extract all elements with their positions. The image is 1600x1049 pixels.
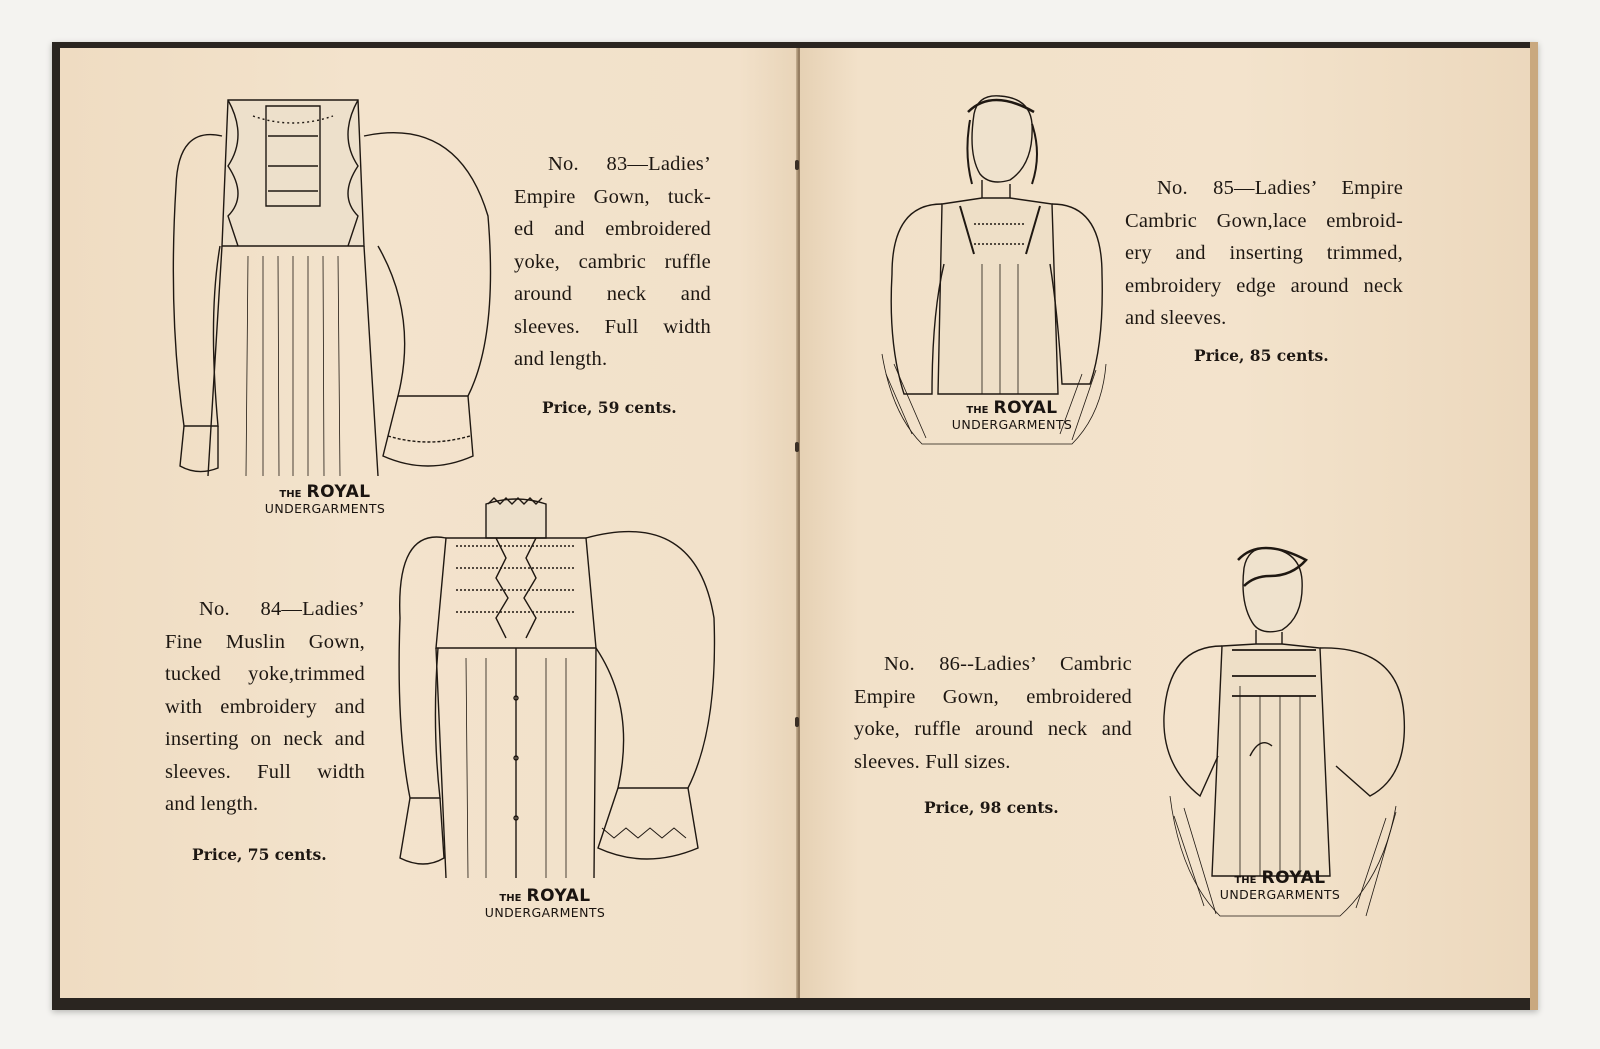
brand-royal: ROYAL (993, 398, 1058, 418)
brand-logo-3 (942, 400, 1082, 431)
item-83-line: ed and embroidered (514, 218, 711, 240)
brand-undergarments: UNDERGARMENTS (951, 416, 1073, 432)
item-83-line: No. 83—Ladies’ (548, 153, 711, 175)
item-84-price: Price, 75 cents. (192, 845, 327, 864)
item-83-line: around neck and (514, 283, 711, 305)
booklet-edge (1530, 42, 1538, 1010)
item-86-description (854, 648, 1132, 778)
open-booklet (52, 42, 1538, 1010)
brand-undergarments: UNDERGARMENTS (1219, 886, 1341, 902)
item-83-price: Price, 59 cents. (542, 398, 677, 417)
item-86-price: Price, 98 cents. (924, 798, 1059, 817)
item-85-line: embroidery edge around neck (1125, 274, 1403, 297)
spine-stitch (795, 442, 799, 452)
item-84-line: sleeves. Full width (165, 760, 365, 783)
brand-royal: ROYAL (1261, 868, 1326, 888)
gown-84-illustration (396, 498, 726, 878)
item-84-line: Fine Muslin Gown, (165, 630, 365, 653)
item-83-line: and length. (514, 348, 608, 370)
item-86-line: yoke, ruffle around neck and (854, 718, 1132, 740)
brand-royal: ROYAL (526, 886, 591, 906)
item-83-line: Empire Gown, tuck- (514, 185, 711, 208)
item-84-line: with embroidery and (165, 695, 365, 718)
item-84-line: and length. (165, 793, 259, 815)
spine-stitch (795, 160, 799, 170)
brand-the: THE (279, 489, 302, 500)
brand-logo-1 (255, 484, 395, 515)
left-page (60, 48, 798, 998)
brand-logo-2 (475, 888, 615, 919)
brand-the: THE (1234, 875, 1257, 886)
gown-83-illustration (168, 96, 498, 476)
brand-logo-4 (1210, 870, 1350, 901)
item-85-line: ery and inserting trimmed, (1125, 242, 1403, 264)
brand-royal: ROYAL (306, 482, 371, 502)
item-86-line: No. 86--Ladies’ Cambric (884, 653, 1132, 675)
brand-the: THE (966, 405, 989, 416)
item-85-line: Cambric Gown,lace embroid- (1125, 209, 1403, 232)
item-83-line: yoke, cambric ruffle (514, 250, 711, 273)
brand-undergarments: UNDERGARMENTS (264, 500, 386, 516)
item-84-line: No. 84—Ladies’ (199, 598, 365, 620)
brand-the: THE (499, 893, 522, 904)
item-85-line: No. 85—Ladies’ Empire (1157, 177, 1403, 199)
right-page (800, 48, 1532, 998)
item-84-description (165, 593, 365, 821)
item-84-line: inserting on neck and (165, 728, 365, 750)
item-84-line: tucked yoke,trimmed (165, 663, 365, 685)
item-86-line: Empire Gown, embroidered (854, 685, 1132, 708)
item-83-line: sleeves. Full width (514, 315, 711, 338)
brand-undergarments: UNDERGARMENTS (484, 904, 606, 920)
spine-stitch (795, 717, 799, 727)
item-85-description (1125, 172, 1403, 335)
item-85-price: Price, 85 cents. (1194, 346, 1329, 365)
item-83-description (514, 148, 711, 376)
item-85-line: and sleeves. (1125, 307, 1227, 329)
item-86-line: sleeves. Full sizes. (854, 750, 1011, 773)
